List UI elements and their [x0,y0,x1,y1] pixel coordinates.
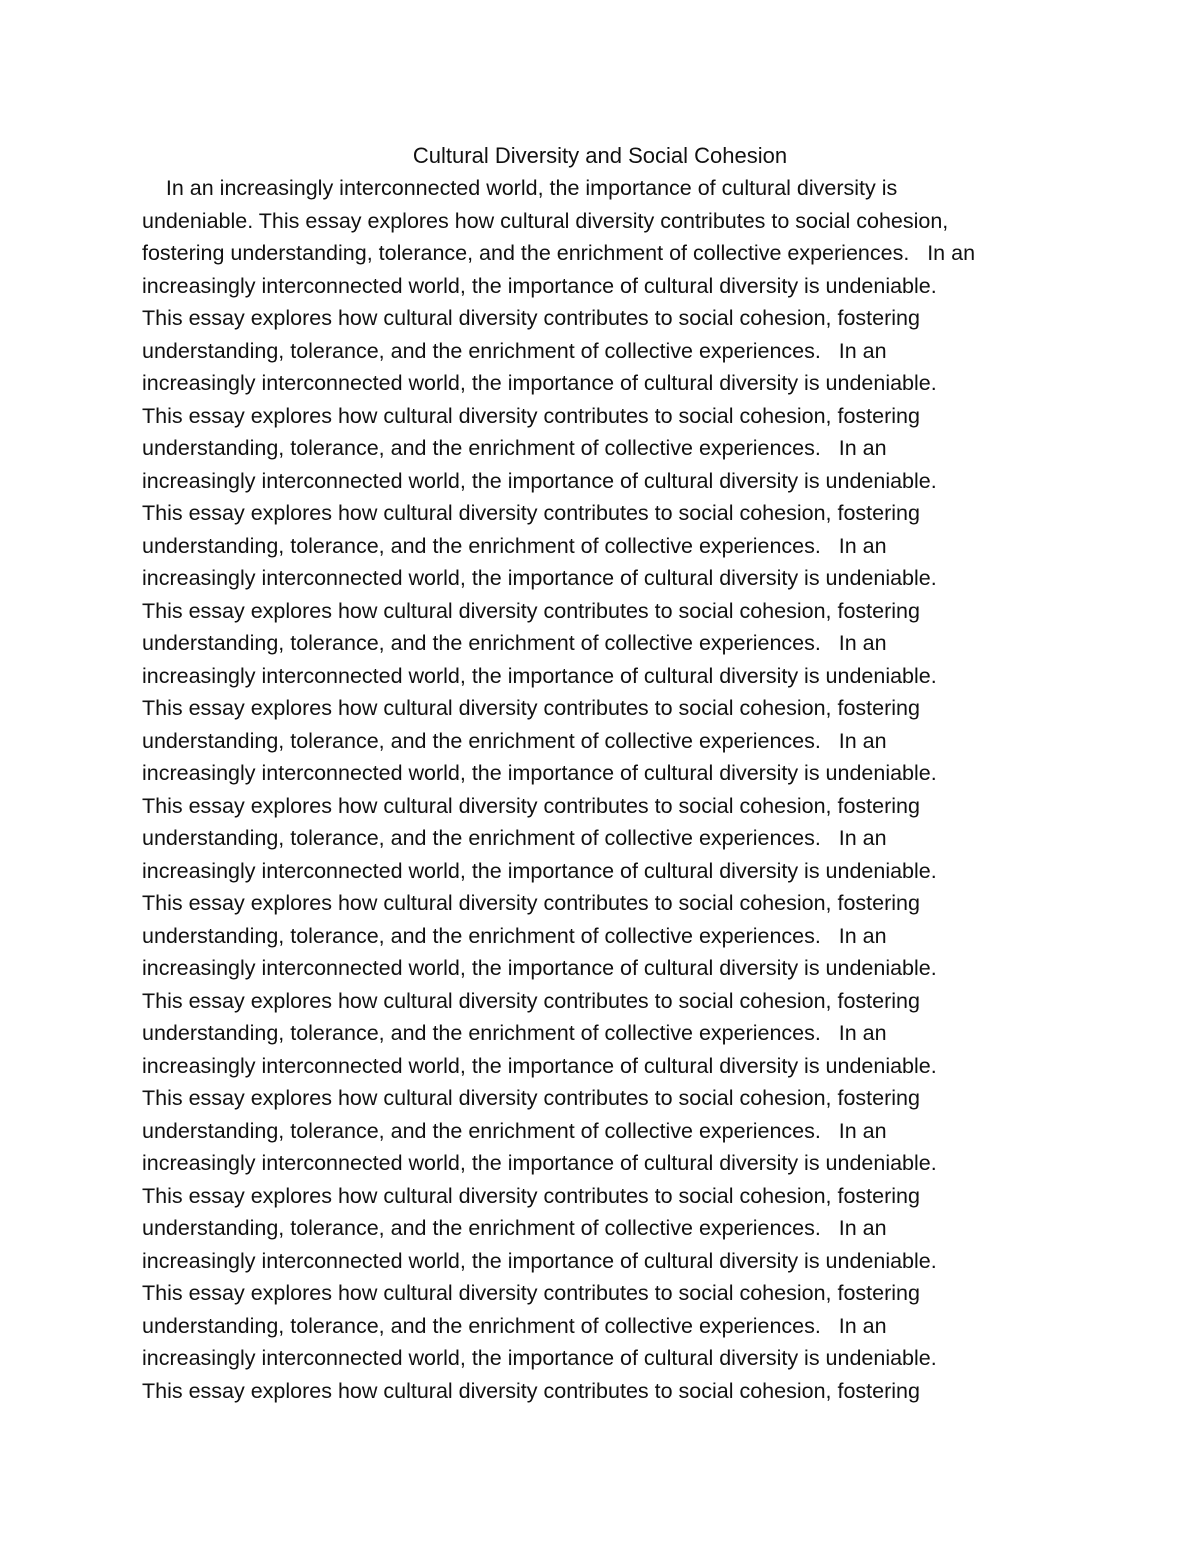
body-text-line: understanding, tolerance, and the enrichment of collective experiences. In an [142,1216,887,1240]
body-text-line: understanding, tolerance, and the enrichment of collective experiences. In an [142,826,887,850]
body-text-line: increasingly interconnected world, the importance of cultural diversity is undeniable. [142,1346,937,1370]
document-body [142,172,1142,1407]
body-text-line: This essay explores how cultural diversity contributes to social cohesion, fostering [142,403,920,428]
body-text-line: This essay explores how cultural diversity contributes to social cohesion, fostering [142,891,920,915]
body-text-line: This essay explores how cultural diversity contributes to social cohesion, fostering [142,988,920,1013]
body-text-line: increasingly interconnected world, the importance of cultural diversity is undeniable. [142,956,937,980]
body-text-line: This essay explores how cultural diversity contributes to social cohesion, fostering [142,1281,920,1305]
body-text-line: understanding, tolerance, and the enrichment of collective experiences. In an [142,728,887,753]
body-text-line: understanding, tolerance, and the enrichment of collective experiences. In an [142,338,887,363]
body-text-line: increasingly interconnected world, the importance of cultural diversity is undeniable. [142,468,937,493]
body-text-line: increasingly interconnected world, the importance of cultural diversity is undeniable. [142,1151,937,1175]
body-text-line: This essay explores how cultural diversity contributes to social cohesion, fostering [142,306,920,330]
body-text-line: This essay explores how cultural diversity contributes to social cohesion, fostering [142,598,920,623]
body-text-line: understanding, tolerance, and the enrichment of collective experiences. In an [142,436,887,460]
body-text-line: increasingly interconnected world, the importance of cultural diversity is undeniable. [142,858,937,883]
body-text-line: fostering understanding, tolerance, and the enrichment of collective experiences. In an [142,241,976,265]
body-text-line: increasingly interconnected world, the importance of cultural diversity is undeniable. [142,1053,937,1078]
body-text-line: increasingly interconnected world, the importance of cultural diversity is undeniable. [142,1248,937,1273]
body-text-line: In an increasingly interconnected world, the importance of cultural diversity is [142,176,898,200]
body-text-line: This essay explores how cultural diversity contributes to social cohesion, fostering [142,1183,920,1208]
body-text-line: increasingly interconnected world, the importance of cultural diversity is undeniable. [142,663,937,688]
body-text-line: This essay explores how cultural diversity contributes to social cohesion, fostering [142,1378,920,1403]
body-text-line: understanding, tolerance, and the enrichment of collective experiences. In an [142,1118,887,1143]
body-text-line: This essay explores how cultural diversity contributes to social cohesion, fostering [142,501,920,525]
body-text-line: undeniable. This essay explores how cultural diversity contributes to social cohesion, [142,208,949,233]
document-title: Cultural Diversity and Social Cohesion [412,143,788,168]
body-text-line: increasingly interconnected world, the importance of cultural diversity is undeniable. [142,371,937,395]
body-text-line: understanding, tolerance, and the enrichment of collective experiences. In an [142,1021,887,1045]
body-text-line: understanding, tolerance, and the enrichment of collective experiences. In an [142,1313,887,1338]
body-text-line: increasingly interconnected world, the importance of cultural diversity is undeniable. [142,761,937,785]
body-text-line: increasingly interconnected world, the importance of cultural diversity is undeniable. [142,566,937,590]
body-text-line: increasingly interconnected world, the importance of cultural diversity is undeniable. [142,273,937,298]
body-text-line: This essay explores how cultural diversity contributes to social cohesion, fostering [142,1086,920,1110]
body-text-line: understanding, tolerance, and the enrichment of collective experiences. In an [142,631,887,655]
body-text-line: understanding, tolerance, and the enrichment of collective experiences. In an [142,533,887,558]
body-text-line: This essay explores how cultural diversity contributes to social cohesion, fostering [142,793,920,818]
body-text-line: This essay explores how cultural diversity contributes to social cohesion, fostering [142,696,920,720]
body-text-line: understanding, tolerance, and the enrichment of collective experiences. In an [142,923,887,948]
